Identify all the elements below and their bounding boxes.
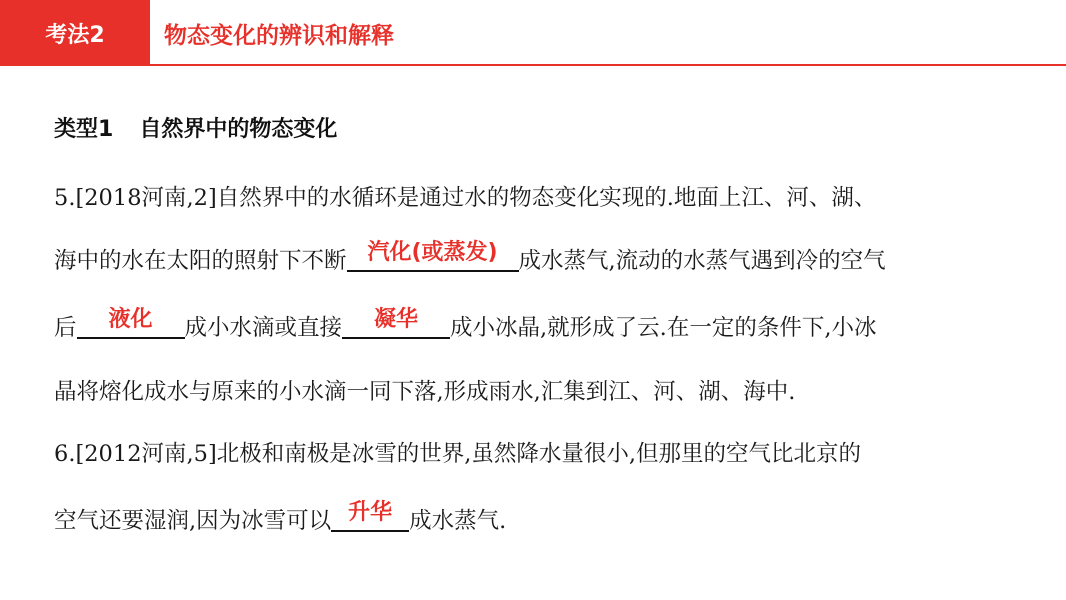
q6-line-2-pre: 空气还要湿润,因为冰雪可以 xyxy=(54,508,332,534)
header-divider xyxy=(150,64,1066,66)
q5-line-3 xyxy=(54,307,877,342)
q5-line-3-mid: 成小水滴或直接 xyxy=(184,315,343,341)
q5-line-2 xyxy=(54,240,886,275)
q5-line-2-post: 成水蒸气,流动的水蒸气遇到冷的空气 xyxy=(518,248,886,274)
answer-4: 升华 xyxy=(348,500,393,525)
answer-2: 液化 xyxy=(108,307,153,332)
q5-line-3-pre: 后 xyxy=(54,315,77,341)
q5-line-2-pre: 海中的水在太阳的照射下不断 xyxy=(54,248,347,274)
q5-line-3-post: 成小冰晶,就形成了云.在一定的条件下,小冰 xyxy=(450,315,877,341)
section-type-label: 类型1 xyxy=(54,117,114,142)
method-tag: 考法2 xyxy=(0,0,150,66)
answer-blank-1 xyxy=(347,240,519,272)
q6-line-2-post: 成水蒸气. xyxy=(409,508,507,534)
section-title xyxy=(54,112,337,143)
answer-blank-4 xyxy=(331,500,409,532)
q6-line-2 xyxy=(54,500,507,535)
answer-blank-3 xyxy=(342,307,450,339)
answer-3: 凝华 xyxy=(374,307,419,332)
answer-blank-2 xyxy=(77,307,185,339)
header-title: 物态变化的辨识和解释 xyxy=(164,22,394,49)
q5-line-1: 5.[2018河南,2]自然界中的水循环是通过水的物态变化实现的.地面上江、河、湖、 xyxy=(54,185,877,211)
section-title-text: 自然界中的物态变化 xyxy=(139,117,338,142)
q5-line-4: 晶将熔化成水与原来的小水滴一同下落,形成雨水,汇集到江、河、湖、海中. xyxy=(54,379,796,405)
header-bar xyxy=(0,0,1066,66)
answer-1: 汽化(或蒸发) xyxy=(367,240,498,265)
q6-line-1: 6.[2012河南,5]北极和南极是冰雪的世界,虽然降水量很小,但那里的空气比北京的 xyxy=(54,441,862,467)
